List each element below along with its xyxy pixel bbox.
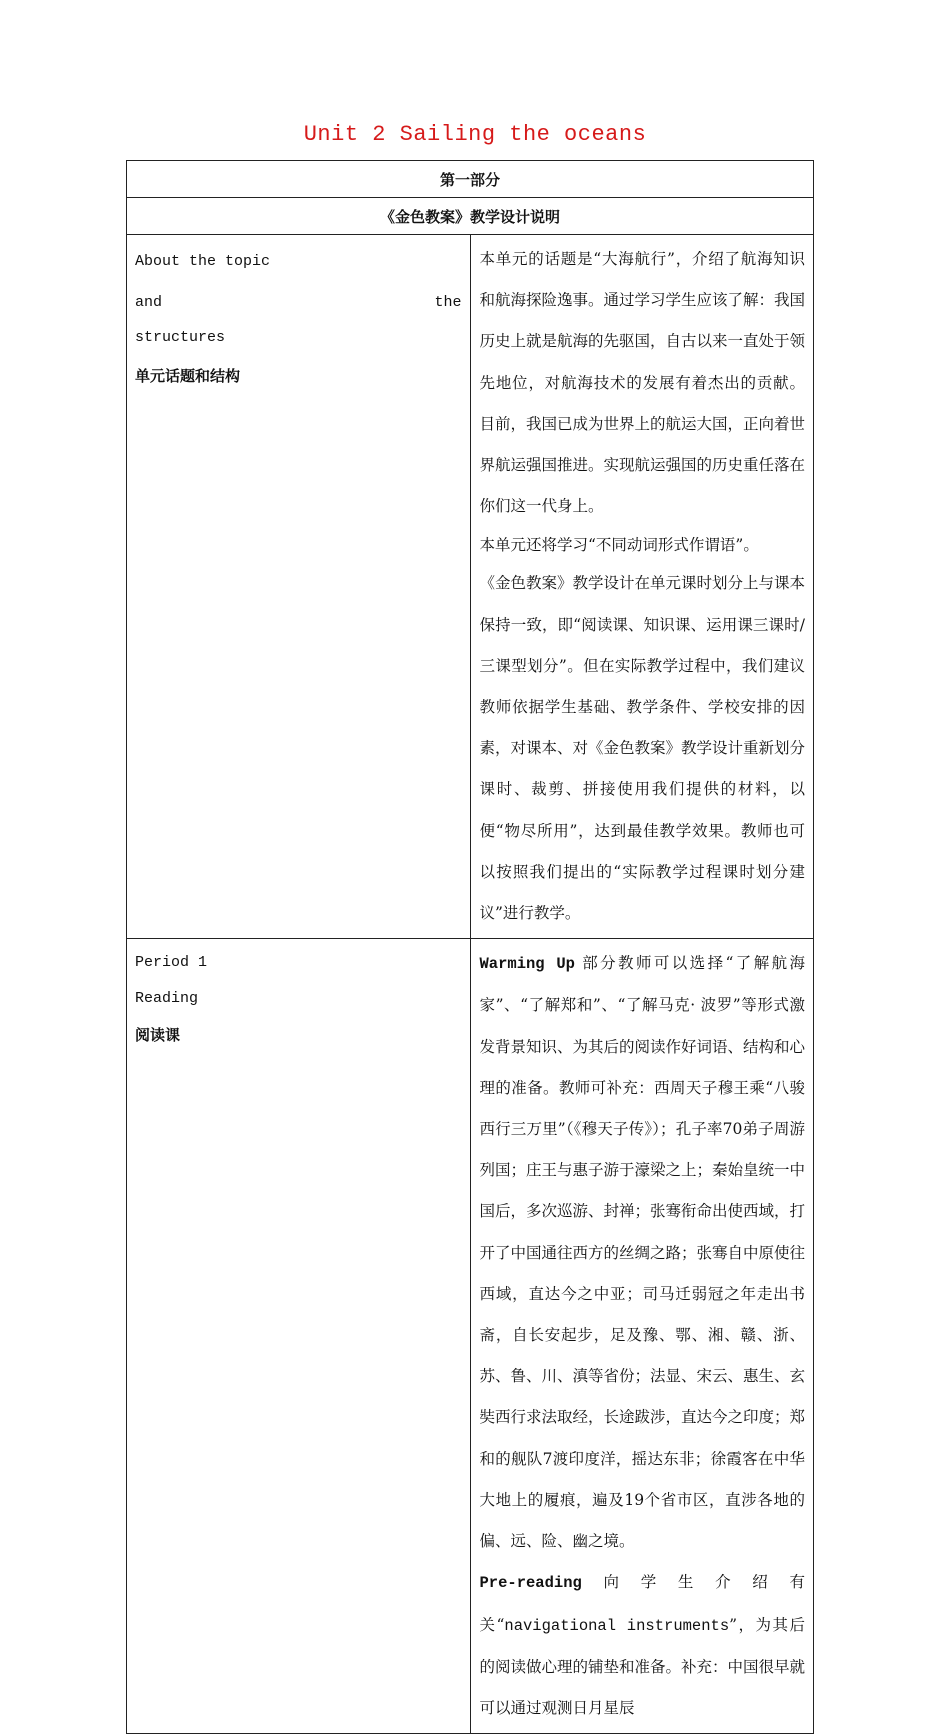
warming-up-keyword: Warming Up (479, 955, 575, 974)
row-label-en: structures (135, 329, 226, 346)
pre-reading-term: navigational instruments (504, 1616, 730, 1635)
page-title: Unit 2 Sailing the oceans (303, 122, 647, 147)
content-paragraph (480, 1562, 806, 1729)
pre-reading-keyword: Pre-reading (479, 1574, 582, 1593)
content-paragraph: 《金色教案》教学设计在单元课时划分上与课本保持一致，即“阅读课、知识课、运用课三课时/三课型划分”。但在实际教学过程中，我们建议教师依据学生基础、教学条件、学校安排的因素，对课本、对《金色教案》教学设计重新划分课时、裁剪、拼接使用我们提供的材料，以便“物尽所用”，达到最佳教学效果。教师也可以按照我们提出的“实际教学过程课时划分建议”进行教学。 (479, 574, 806, 923)
row-label-word: and (135, 294, 163, 311)
row-label-en: About the topic (135, 253, 271, 270)
row-label-cell (127, 939, 471, 1734)
content-paragraph: 本单元的话题是“大海航行”，介绍了航海知识和航海探险逸事。通过学习学生应该了解：我国历史上就是航海的先驱国，自古以来一直处于领先地位，对航海技术的发展有着杰出的贡献。 目前，我国已成为世界上的航运大国，正向着世界航运强国推进。实现航运强国的历史重任落在你们这一代身上。 (479, 250, 806, 516)
row-label-en: Period 1 (135, 954, 208, 972)
row-label-en: Reading (135, 990, 199, 1008)
content-paragraph (480, 943, 806, 1562)
row-label-cell (127, 235, 471, 939)
section-header: 第一部分 (127, 161, 814, 198)
pre-reading-text: ”，为其后的阅读做心理的铺垫和准备。补充：中国很早就可以通过观测日月星辰 (479, 1615, 806, 1717)
table-row (127, 235, 814, 939)
row-label-word: the (434, 294, 462, 311)
row-content-cell (470, 235, 814, 939)
row-content-cell (470, 939, 814, 1734)
content-paragraph: 本单元还将学习“不同动词形式作谓语”。 (479, 536, 759, 555)
row-label-cn: 阅读课 (135, 1026, 181, 1045)
design-notes-header: 《金色教案》教学设计说明 (127, 198, 814, 235)
lesson-plan-table (126, 160, 814, 1734)
table-row (127, 939, 814, 1734)
warming-up-text: 部分教师可以选择“了解航海家”、“了解郑和”、“了解马克· 波罗”等形式激发背景知识、为其后的阅读作好词语、结构和心理的准备。教师可补充：西周天子穆王乘“八骏西行三万里”（《穆天子传》）；孔子率70弟子周游列国；庄王与惠子游于濠梁之上；秦始皇统一中国后，多次巡游、封禅；张骞衔命出使西域，打开了中国通往西方的丝绸之路；张骞自中原使往西域，直达今之中亚；司马迁弱冠之年走出书斋，自长安起步，足及豫、鄂、湘、赣、浙、苏、鲁、川、滇等省份；法显、宋云、惠生、玄奘西行求法取经，长途跋涉，直达今之印度；郑和的舰队7渡印度洋，摇达东非；徐霞客在中华大地上的履痕，遍及19个省市区，直涉各地的偏、远、险、幽之境。 (479, 954, 806, 1551)
table-header-row (127, 161, 814, 198)
table-header-row (127, 198, 814, 235)
pre-reading-text: 向学生介绍有关“ (479, 1573, 805, 1634)
row-label-en (135, 282, 462, 323)
row-label-cn: 单元话题和结构 (135, 367, 241, 385)
